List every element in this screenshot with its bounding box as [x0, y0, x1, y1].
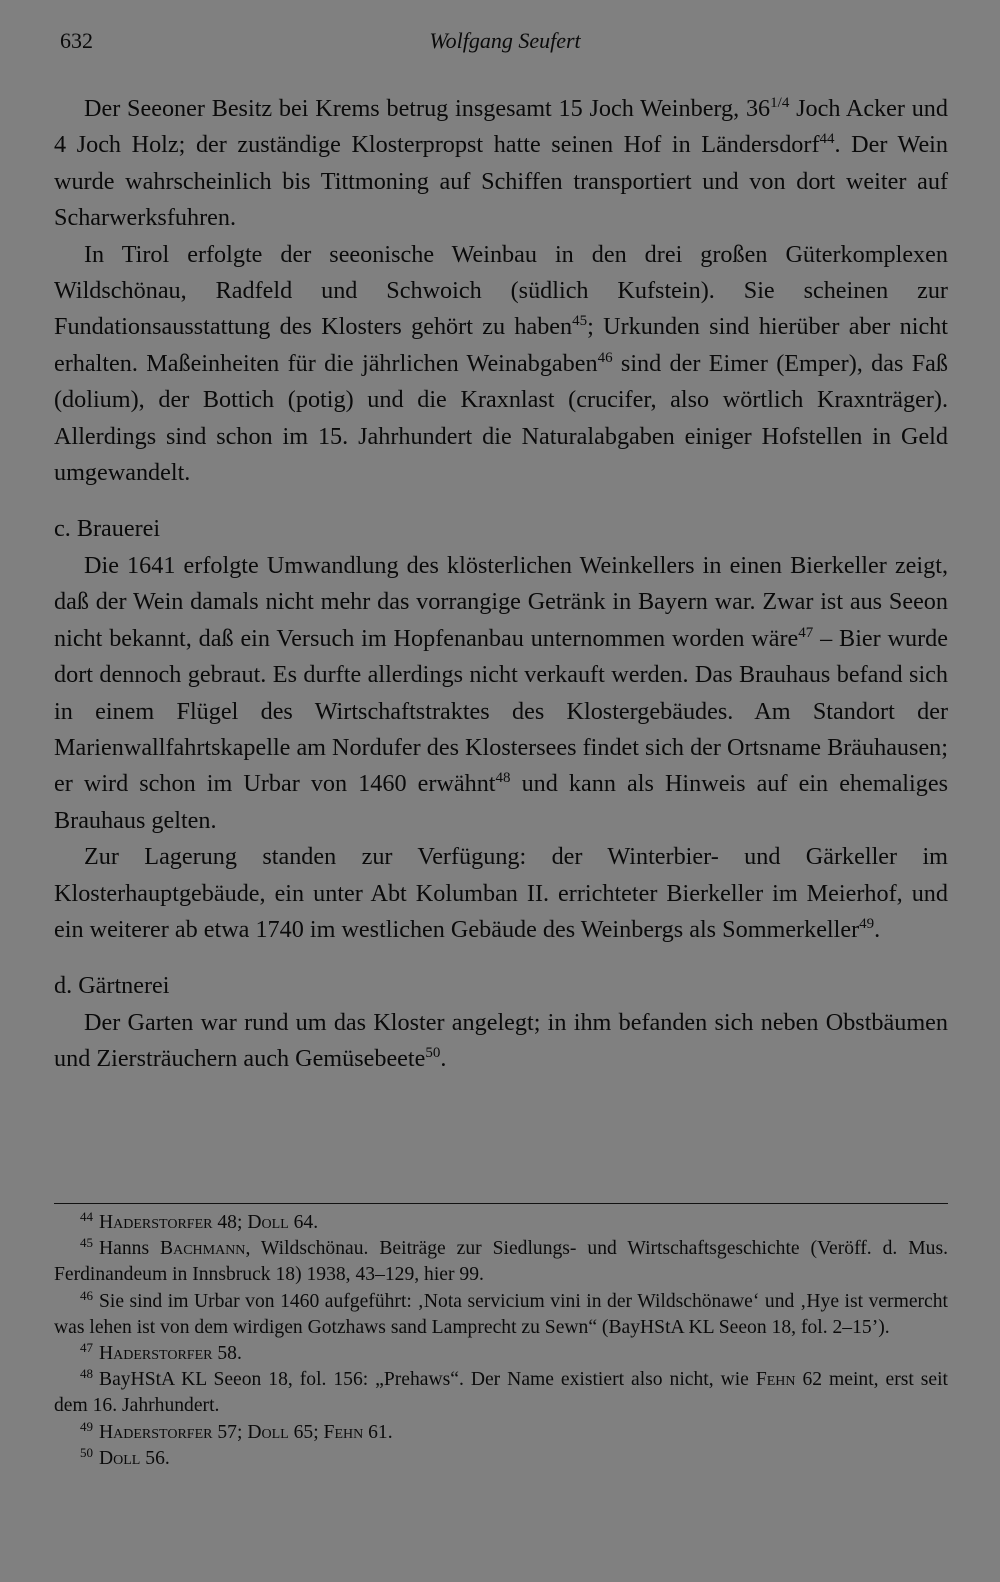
- fraction: 1/4: [770, 95, 790, 111]
- footnote-mark: 48: [80, 1366, 93, 1382]
- text-run: In Tirol erfolgte der seeonische Weinbau in den drei großen Güterkomplexen Wildschönau, Radfeld und Schwoich (südlich Kufstein). Sie scheinen zur Fundationsausstattung des Klosters gehört zu haben: [54, 240, 948, 341]
- footnote: [54, 1420, 948, 1446]
- footnotes: [54, 1210, 948, 1472]
- footnote: [54, 1367, 948, 1419]
- text-run: und kann als Hinweis auf ein ehemaliges Brauhaus gelten.: [54, 770, 948, 834]
- text-run: 65;: [288, 1421, 324, 1443]
- page-header: [60, 28, 950, 62]
- text-run: .: [440, 1045, 447, 1073]
- paragraph: [54, 1005, 948, 1078]
- text-run: .: [874, 915, 881, 943]
- text-run: 62 meint, erst seit dem 16. Jahrhundert.: [54, 1369, 948, 1417]
- footnote-mark: 49: [80, 1418, 93, 1434]
- footnote-rule: [54, 1203, 948, 1204]
- footnote-ref[interactable]: 50: [425, 1045, 441, 1062]
- footnote-mark: 47: [80, 1340, 93, 1356]
- text-run: 58.: [212, 1343, 242, 1365]
- paragraph: [54, 548, 948, 839]
- text-run: Joch Acker und 4 Joch Holz; der zuständige Klosterpropst hatte seinen Hof in Ländersdorf: [54, 95, 948, 159]
- text-run: Sie sind im Urbar von 1460 aufgeführt: ‚Nota servicium vini in der Wildschönawe‘ und ‚Hye ist vermercht was lehen ist von dem wirdigen Gotzhaws sand Lamprecht zu Sewn“ (BayHStA KL Seeon 18, fol. 2–15’).: [54, 1290, 948, 1338]
- footnote: [54, 1289, 948, 1341]
- text-run: ; Urkunden sind hierüber aber nicht erhalten. Maßeinheiten für die jährlichen Weinabgaben: [54, 313, 948, 377]
- author-name: Doll: [99, 1447, 141, 1469]
- author-name: Haderstorfer: [99, 1421, 213, 1443]
- paragraph: [54, 237, 948, 492]
- section-heading: c. Brauerei: [54, 515, 161, 543]
- body-text: [54, 91, 948, 1078]
- text-run: sind der Eimer (Emper), das Faß (dolium), der Bottich (potig) und die Kraxnlast (crucifer, also wörtlich Kraxnträger). Allerdings sind schon im 15. Jahrhundert die Naturalabgaben einiger Hofstellen in Geld umgewandelt.: [54, 349, 948, 487]
- footnote-ref[interactable]: 49: [859, 915, 875, 932]
- footnote-ref[interactable]: 47: [798, 624, 814, 641]
- author-name: Haderstorfer: [99, 1343, 213, 1365]
- footnote-ref[interactable]: 48: [495, 770, 511, 787]
- author-name: Fehn: [755, 1369, 796, 1391]
- text-run: Zur Lagerung standen zur Verfügung: der Winterbier- und Gärkeller im Klosterhauptgebäude, ein unter Abt Kolumban II. errichteter Bierkeller im Meierhof, und ein weiterer ab etwa 1740 im westlichen Gebäude des Weinbergs als Sommerkeller: [54, 843, 948, 943]
- author-name: Doll: [247, 1212, 289, 1233]
- paragraph: [54, 91, 948, 237]
- page-number: 632: [60, 28, 93, 53]
- text-run: 48;: [212, 1212, 248, 1233]
- footnote: [54, 1446, 948, 1472]
- footnote-mark: 46: [80, 1287, 93, 1303]
- text-run: 56.: [140, 1447, 170, 1469]
- author-name: Haderstorfer: [99, 1212, 213, 1233]
- text-run: 57;: [212, 1421, 248, 1443]
- footnote-ref[interactable]: 45: [572, 313, 588, 330]
- text-run: Der Garten war rund um das Kloster angelegt; in ihm befanden sich neben Obstbäumen und Ziersträuchern auch Gemüsebeete: [54, 1008, 948, 1073]
- text-run: , Wildschönau. Beiträge zur Siedlungs- und Wirtschaftsgeschichte (Veröff. d. Mus. Ferdinandeum in Innsbruck 18) 1938, 43–129, hier 99.: [54, 1238, 948, 1286]
- text-run: . Der Wein wurde wahrscheinlich bis Tittmoning auf Schiffen transportiert und von dort weiter auf Scharwerksfuhren.: [54, 131, 948, 232]
- footnote-ref[interactable]: 44: [819, 131, 835, 148]
- footnote-mark: 45: [80, 1235, 93, 1251]
- text-run: Hanns: [99, 1238, 161, 1260]
- author-name: Fehn: [323, 1421, 364, 1443]
- footnote: [54, 1210, 948, 1236]
- paragraph: [54, 839, 948, 948]
- text-run: Die 1641 erfolgte Umwandlung des klösterlichen Weinkellers in einen Bierkeller zeigt, daß der Wein damals nicht mehr das vorrangige Getränk in Bayern war. Zwar ist aus Seeon nicht bekannt, daß ein Versuch im Hopfenanbau unternommen worden wäre: [54, 551, 948, 652]
- running-head: Wolfgang Seufert: [429, 28, 581, 53]
- footnote-mark: 44: [80, 1209, 93, 1224]
- footnote: [54, 1236, 948, 1288]
- section-heading: d. Gärtnerei: [54, 972, 170, 1000]
- footnote-mark: 50: [80, 1444, 93, 1460]
- text-run: 61.: [363, 1421, 393, 1443]
- author-name: Doll: [247, 1421, 289, 1443]
- footnote: [54, 1341, 948, 1367]
- footnote-ref[interactable]: 46: [597, 349, 613, 366]
- text-run: 64.: [288, 1212, 319, 1233]
- text-run: Der Seeoner Besitz bei Krems betrug insgesamt 15 Joch Weinberg, 36: [84, 95, 771, 122]
- text-run: – Bier wurde dort dennoch gebraut. Es durfte allerdings nicht verkauft werden. Das Brauhaus befand sich in einem Flügel des Wirtschaftstraktes des Klostergebäudes. Am Standort der Marienwallfahrtskapelle am Nordufer des Klostersees findet sich der Ortsname Bräuhausen; er wird schon im Urbar von 1460 erwähnt: [54, 624, 948, 798]
- author-name: Bachmann: [160, 1238, 246, 1260]
- text-run: BayHStA KL Seeon 18, fol. 156: „Prehaws“. Der Name existiert also nicht, wie: [99, 1369, 756, 1391]
